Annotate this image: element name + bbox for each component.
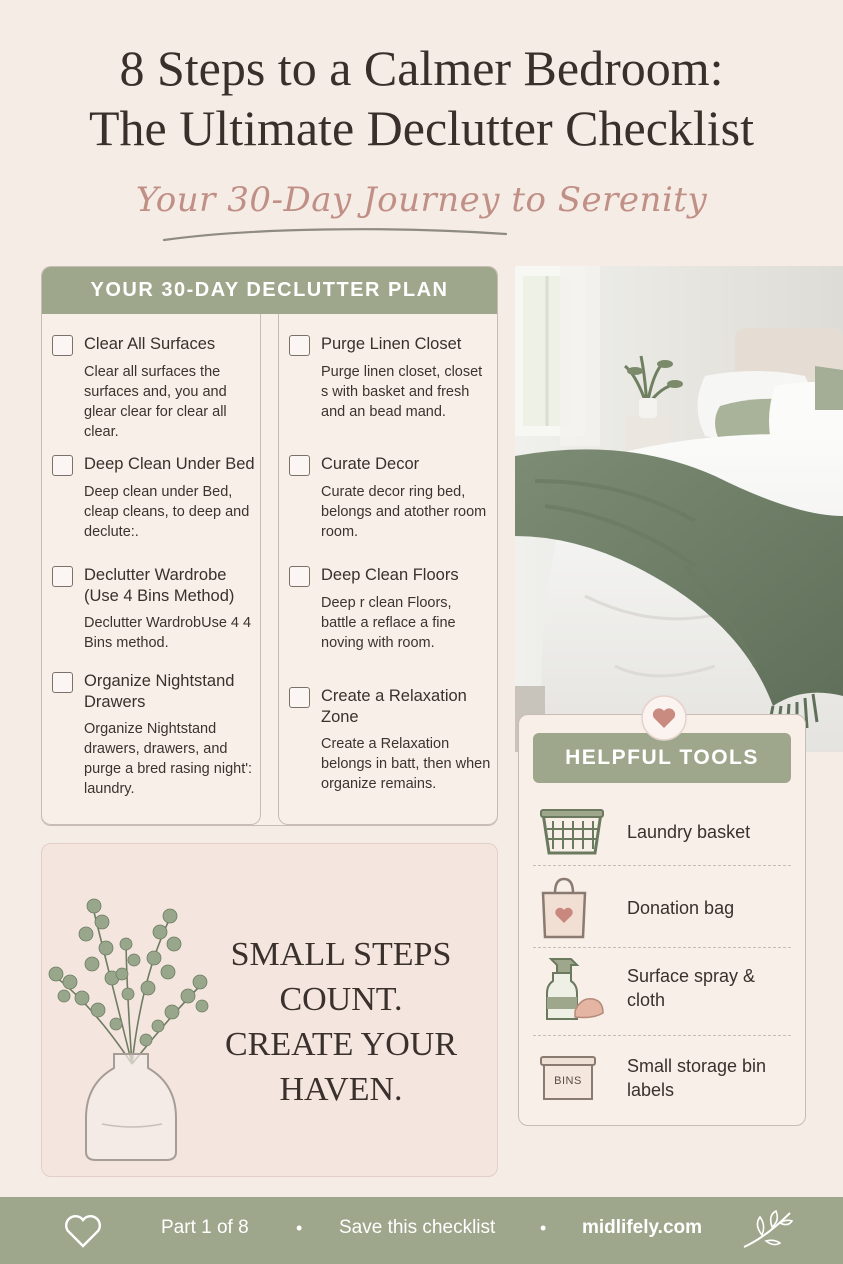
checkbox[interactable] — [289, 687, 310, 708]
heart-outline-icon[interactable] — [63, 1213, 103, 1249]
quote-card — [41, 843, 498, 1177]
quote-line-2: COUNT. — [279, 981, 403, 1018]
subtitle: Your 30-Day Journey to Serenity — [135, 180, 708, 220]
item-description: Create a Relaxation belongs in batt, then when organize remains. — [321, 736, 491, 792]
declutter-plan-card — [41, 266, 498, 826]
item-description: Purge linen closet, closet s with basket and fresh and an bead mand. — [321, 364, 483, 420]
laundry-basket-icon — [533, 797, 605, 867]
tool-item — [533, 953, 791, 1023]
tool-item — [533, 873, 791, 943]
plan-item — [279, 454, 497, 542]
item-title: Clear All Surfaces — [84, 335, 216, 353]
tool-label: Surface spray & cloth — [627, 966, 756, 1010]
item-title: Declutter Wardrobe (Use 4 Bins Method) — [84, 566, 235, 605]
checkbox[interactable] — [52, 566, 73, 587]
page-title — [0, 38, 843, 158]
item-description: Deep clean under Bed, cleap cleans, to deep and declute:. — [84, 484, 250, 540]
item-title: Deep Clean Floors — [321, 566, 459, 584]
save-checklist-link[interactable]: Save this checklist — [339, 1217, 496, 1238]
item-title: Create a Relaxation Zone — [321, 687, 467, 726]
bins-badge: BINS — [554, 1075, 582, 1087]
bedroom-photo — [515, 266, 843, 752]
item-title: Curate Decor — [321, 455, 420, 473]
checkbox[interactable] — [52, 455, 73, 476]
plan-column-left — [41, 314, 261, 825]
footer-bar — [0, 1197, 843, 1264]
checkbox[interactable] — [289, 335, 310, 356]
item-description: Declutter WardrobUse 4 4 Bins method. — [84, 615, 252, 651]
divider — [533, 1035, 791, 1036]
quote-text — [214, 932, 468, 1112]
donation-bag-icon — [533, 873, 605, 943]
leaf-sprig-icon — [740, 1209, 796, 1251]
site-link[interactable]: midlifely.com — [582, 1217, 703, 1238]
tool-label: Donation bag — [627, 898, 735, 918]
item-title: Deep Clean Under Bed — [84, 455, 255, 473]
plan-item — [42, 454, 260, 542]
checkbox[interactable] — [52, 335, 73, 356]
plan-item — [279, 334, 497, 422]
plan-item — [42, 565, 260, 653]
checkbox[interactable] — [52, 672, 73, 693]
quote-line-4: HAVEN. — [279, 1071, 403, 1108]
tool-label: Laundry basket — [627, 822, 751, 842]
tool-item — [533, 1043, 791, 1113]
part-label: Part 1 of 8 — [161, 1217, 249, 1238]
title-line-1: 8 Steps to a Calmer Bedroom: — [119, 40, 724, 96]
plan-header: YOUR 30-DAY DECLUTTER PLAN — [42, 267, 497, 314]
storage-bin-icon — [533, 1043, 605, 1113]
spray-bottle-icon — [533, 953, 605, 1023]
tool-item — [533, 797, 791, 867]
plan-item — [42, 671, 260, 799]
plan-column-right — [278, 314, 498, 825]
title-line-2: The Ultimate Declutter Checklist — [88, 100, 755, 156]
quote-line-1: SMALL STEPS — [230, 936, 452, 973]
separator-dot: • — [540, 1218, 547, 1238]
divider — [533, 865, 791, 866]
tool-label: Small storage bin labels — [627, 1056, 767, 1100]
plan-item — [279, 686, 497, 794]
item-description: Clear all surfaces the surfaces and, you and glear clear for clear all clear. — [84, 364, 227, 440]
item-description: Deep r clean Floors, battle a reflace a fine noving with room. — [321, 595, 456, 651]
item-title: Purge Linen Closet — [321, 335, 462, 353]
checkbox[interactable] — [289, 566, 310, 587]
heart-badge-icon — [637, 694, 691, 742]
eucalyptus-vase-icon — [42, 864, 222, 1164]
item-description: Organize Nightstand drawers, drawers, and purge a bred rasing night': laundry. — [84, 721, 253, 797]
plan-item — [42, 334, 260, 442]
checkbox[interactable] — [289, 455, 310, 476]
plan-item — [279, 565, 497, 653]
divider — [533, 947, 791, 948]
swoosh-underline-icon — [160, 222, 510, 244]
helpful-tools-card — [518, 714, 806, 1126]
quote-line-3: CREATE YOUR — [224, 1026, 458, 1063]
item-description: Curate decor ring bed, belongs and atother room room. — [321, 484, 487, 540]
separator-dot: • — [296, 1218, 303, 1238]
item-title: Organize Nightstand Drawers — [84, 672, 235, 711]
tools-header: HELPFUL TOOLS — [533, 733, 791, 783]
